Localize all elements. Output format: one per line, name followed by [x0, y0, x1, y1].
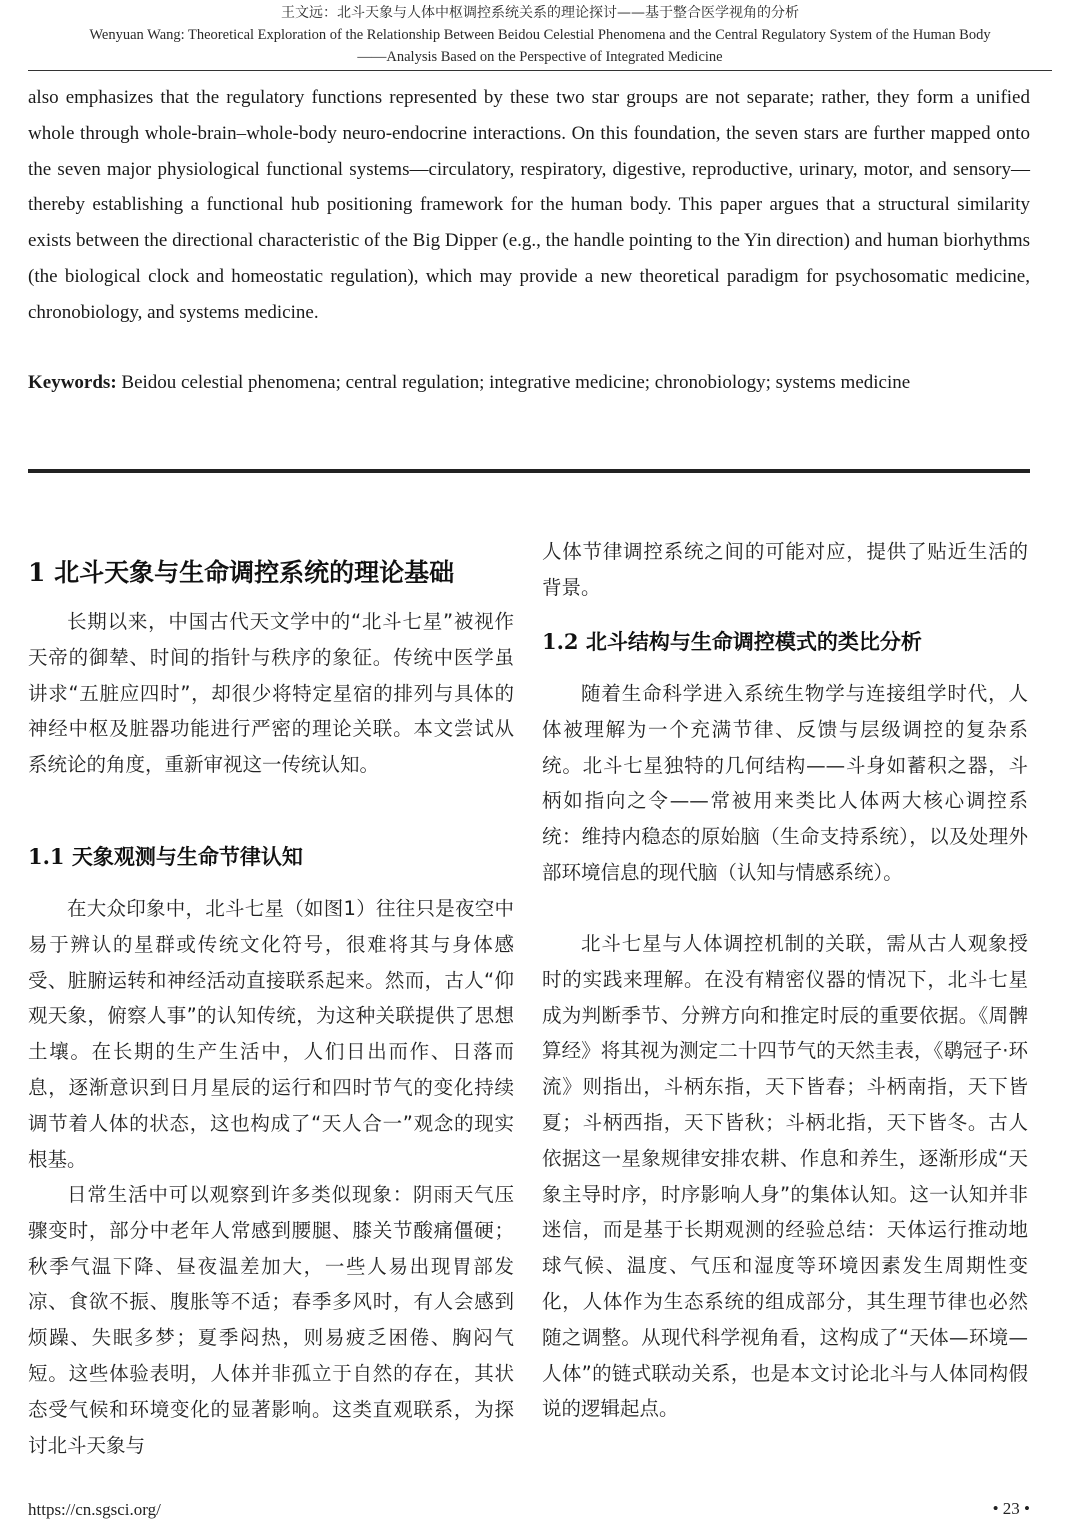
- keywords-label: Keywords:: [28, 372, 117, 393]
- section-1-1-number: 1.1: [28, 844, 65, 869]
- section-1-title: 北斗天象与生命调控系统的理论基础: [54, 558, 455, 587]
- section-1-1-heading: [28, 841, 303, 871]
- keywords-line: [28, 366, 1030, 400]
- header-en-subtitle: ——Analysis Based on the Perspective of Integrated Medicine: [357, 49, 723, 65]
- header-rule: [28, 70, 1052, 71]
- section-1-2-title: 北斗结构与生命调控模式的类比分析: [585, 630, 922, 654]
- section-1-1-para-2: 日常生活中可以观察到许多类似现象：阴雨天气压骤变时，部分中老年人常感到腰腿、膝关节酸痛僵硬；秋季气温下降、昼夜温差加大，一些人易出现胃部发凉、食欲不振、腹胀等不适；春季多风时，有人会感到烦躁、失眠多梦；夏季闷热，则易疲乏困倦、胸闷气短。这些体验表明，人体并非孤立于自然的存在，其状态受气候和环境变化的显著影响。这类直观联系，为探讨北斗天象与: [28, 1183, 514, 1457]
- section-divider: [28, 469, 1030, 473]
- section-1-intro: 长期以来，中国古代天文学中的“北斗七星”被视作天帝的御辇、时间的指针与秩序的象征。传统中医学虽讲求“五脏应四时”，却很少将特定星宿的排列与具体的神经中枢及脏器功能进行严密的理论关联。本文尝试从系统论的角度，重新审视这一传统认知。: [28, 610, 514, 777]
- header-en-title: Wenyuan Wang: Theoretical Exploration of the Relationship Between Beidou Celestial Phenomena and the Central Regulatory System of the Human Body: [89, 27, 991, 43]
- section-1-2-para-2: 北斗七星与人体调控机制的关联，需从古人观象授时的实践来理解。在没有精密仪器的情况下，北斗七星成为判断季节、分辨方向和推定时辰的重要依据。《周髀算经》将其视为测定二十四节气的天然圭表，《鹖冠子·环流》则指出，斗柄东指，天下皆春；斗柄南指，天下皆夏；斗柄西指，天下皆秋；斗柄北指，天下皆冬。古人依据这一星象规律安排农耕、作息和养生，逐渐形成“天象主导时序，时序影响人身”的集体认知。这一认知并非迷信，而是基于长期观测的经验总结：天体运行推动地球气候、温度、气压和湿度等环境因素发生周期性变化，人体作为生态系统的组成部分，其生理节律也必然随之调整。从现代科学视角看，这构成了“天体—环境—人体”的链式联动关系，也是本文讨论北斗与人体同构假说的逻辑起点。: [542, 932, 1028, 1421]
- section-1-1-title: 天象观测与生命节律认知: [71, 845, 303, 869]
- footer-url: https://cn.sgsci.org/: [28, 1500, 161, 1519]
- section-1-heading: [28, 553, 454, 589]
- abstract-text: also emphasizes that the regulatory functions represented by these two star groups are not separate; rather, they form a unified whole through whole-brain–whole-body neuro-endocrine interactions. On this foundation, the seven stars are further mapped onto the seven major physiological functional systems—circulatory, respiratory, digestive, reproductive, urinary, motor, and sensory—thereby establishing a functional hub positioning framework for the human body. This paper argues that a structural similarity exists between the directional characteristic of the Big Dipper (e.g., the handle pointing to the Yin direction) and human biorhythms (the biological clock and homeostatic regulation), which may provide a new theoretical paradigm for psychosomatic medicine, chronobiology, and systems medicine.: [28, 87, 1030, 323]
- header-cn-title: 王文远：北斗天象与人体中枢调控系统关系的理论探讨——基于整合医学视角的分析: [281, 5, 799, 21]
- running-header: [28, 0, 1052, 71]
- section-1-2-para-1: 随着生命科学进入系统生物学与连接组学时代，人体被理解为一个充满节律、反馈与层级调控的复杂系统。北斗七星独特的几何结构——斗身如蓄积之器，斗柄如指向之令——常被用来类比人体两大核心调控系统：维持内稳态的原始脑（生命支持系统），以及处理外部环境信息的现代脑（认知与情感系统）。: [542, 682, 1028, 884]
- section-1-2-heading: [542, 626, 922, 656]
- section-1-1-para-2-continued: 人体节律调控系统之间的可能对应，提供了贴近生活的背景。: [542, 540, 1028, 599]
- section-1-1-para-1: 在大众印象中，北斗七星（如图1）往往只是夜空中易于辨认的星群或传统文化符号，很难将其与身体感受、脏腑运转和神经活动直接联系起来。然而，古人“仰观天象，俯察人事”的认知传统，为这种关联提供了思想土壤。在长期的生产生活中，人们日出而作、日落而息，逐渐意识到日月星辰的运行和四时节气的变化持续调节着人体的状态，这也构成了“天人合一”观念的现实根基。: [28, 897, 514, 1171]
- page-number: • 23 •: [992, 1499, 1030, 1518]
- keywords-text: Beidou celestial phenomena; central regulation; integrative medicine; chronobiology; systems medicine: [116, 372, 911, 393]
- section-1-number: 1: [28, 558, 46, 587]
- section-1-2-number: 1.2: [542, 629, 579, 654]
